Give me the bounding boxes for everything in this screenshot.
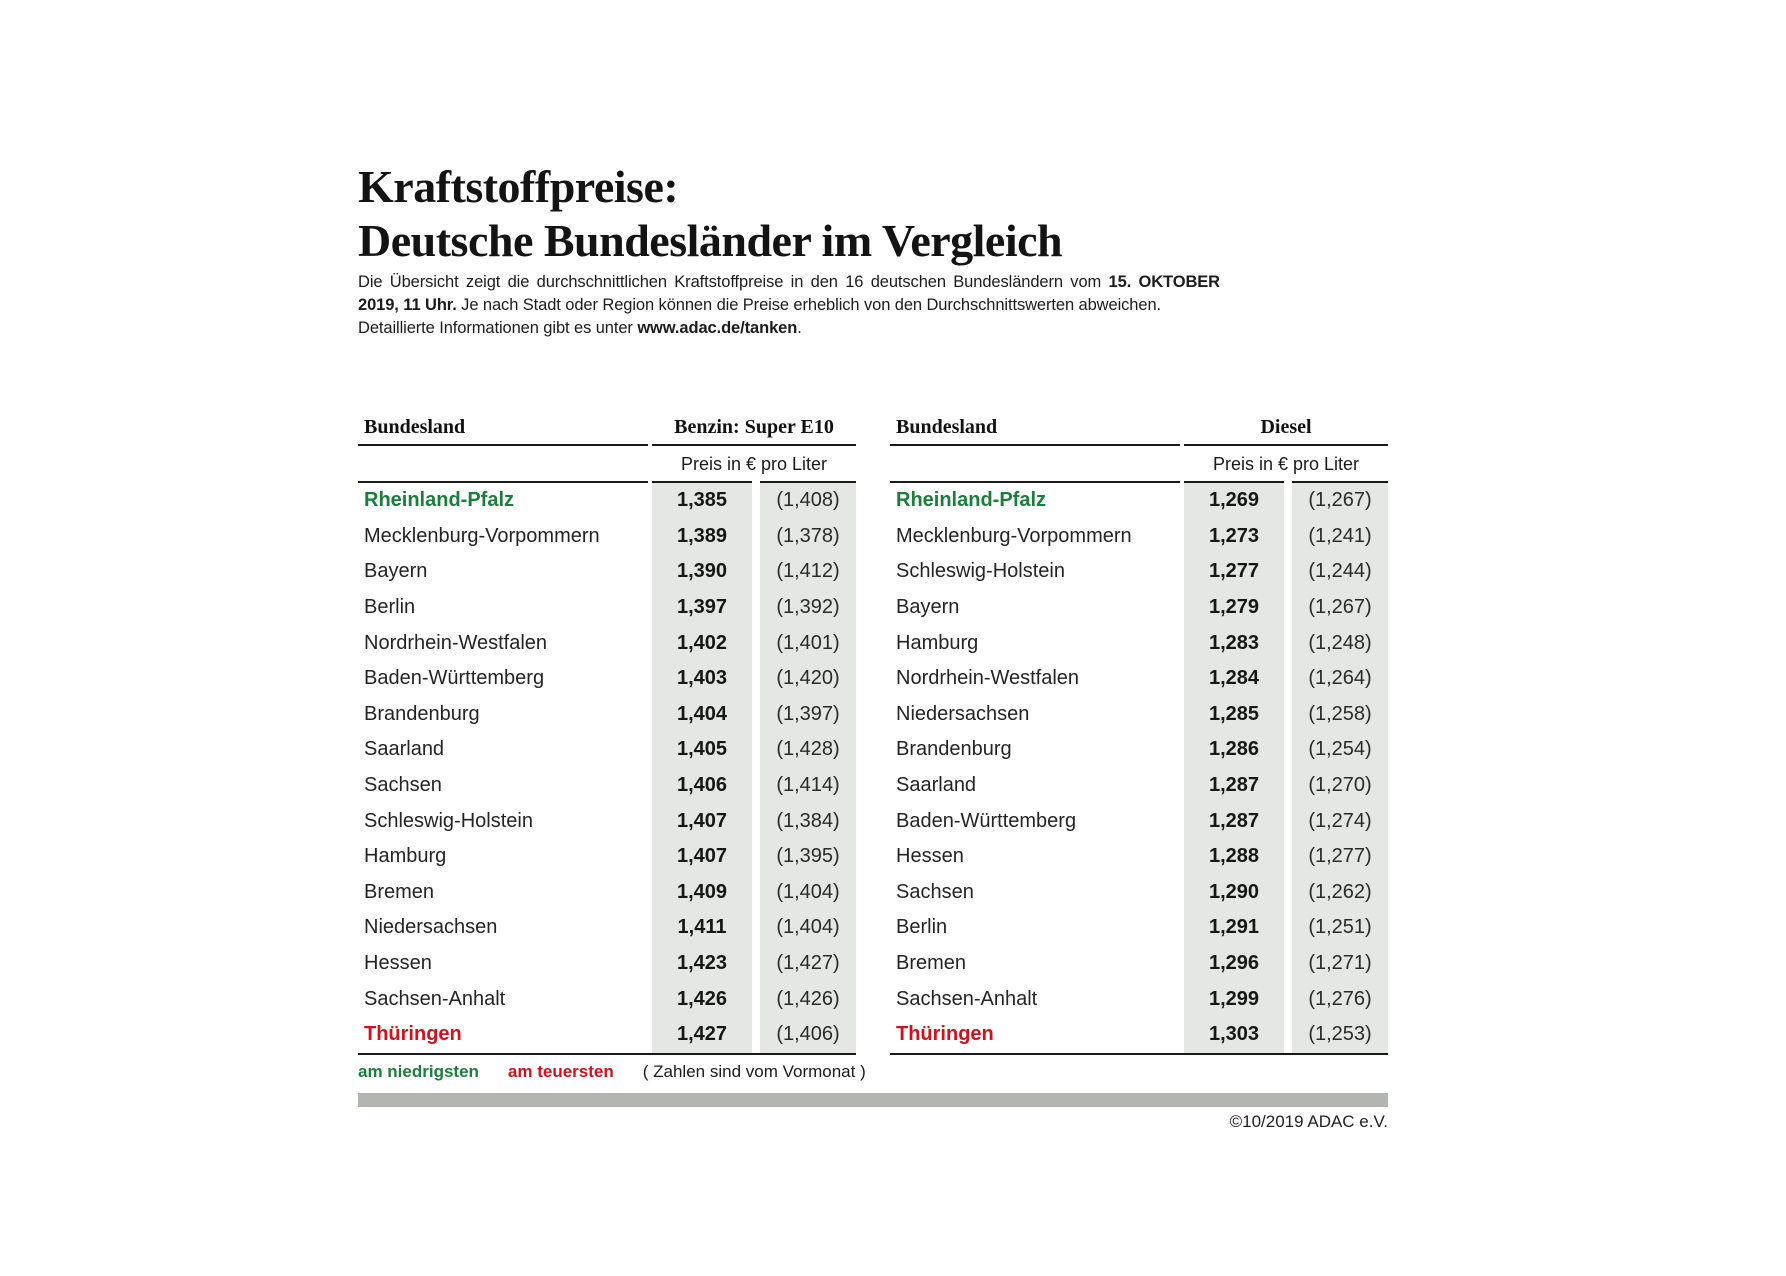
table-row: [890, 590, 1388, 626]
header-rule: [652, 444, 856, 446]
state-name: Bayern: [364, 560, 428, 583]
state-name: Brandenburg: [896, 738, 1012, 761]
price-value: 1,283: [1208, 631, 1260, 654]
price-value: 1,389: [676, 524, 728, 547]
table-row: [890, 732, 1388, 768]
intro-line: [358, 317, 1220, 340]
price-value: 1,427: [676, 1023, 728, 1046]
intro-bold-text: 2019, 11 Uhr.: [358, 296, 457, 314]
intro-text: Je nach Stadt oder Region können die Preise erheblich von den Durchschnittswerten abweichen.: [456, 296, 1162, 314]
price-value: 1,390: [676, 560, 728, 583]
state-name: Hessen: [364, 952, 432, 975]
column-header-benzin: Benzin: Super E10: [674, 416, 834, 438]
benzin-table: [358, 410, 856, 1056]
state-name: Schleswig-Holstein: [364, 809, 533, 832]
intro-line: [358, 271, 1220, 294]
price-value: 1,284: [1208, 667, 1260, 690]
previous-month-value: (1,384): [776, 809, 840, 832]
price-value: 1,411: [677, 916, 727, 939]
state-name: Hessen: [896, 845, 964, 868]
header-rule: [890, 444, 1180, 446]
table-row: [890, 768, 1388, 804]
state-name: Hamburg: [896, 631, 979, 654]
previous-month-value: (1,378): [776, 524, 840, 547]
previous-month-value: (1,404): [776, 916, 840, 939]
intro-text: Die Übersicht zeigt die durchschnittlichen Kraftstoffpreise in den 16 deutschen Bundesländern vom: [358, 273, 1109, 291]
state-name: Baden-Württemberg: [364, 667, 545, 690]
legend-lowest-label: am niedrigsten: [358, 1062, 479, 1081]
price-value: 1,288: [1208, 845, 1260, 868]
state-name: Brandenburg: [364, 702, 480, 725]
diesel-table: [890, 410, 1388, 1056]
previous-month-value: (1,253): [1308, 1023, 1372, 1046]
state-name: Mecklenburg-Vorpommern: [896, 524, 1132, 547]
table-row: [890, 946, 1388, 982]
state-name: Baden-Württemberg: [896, 809, 1077, 832]
intro-paragraph: [358, 271, 1220, 340]
price-value: 1,287: [1208, 809, 1260, 832]
table-rows: [358, 483, 856, 1053]
state-name: Bremen: [896, 952, 967, 975]
header-rule: [1184, 444, 1388, 446]
title-line-1: Kraftstoffpreise:: [358, 161, 679, 212]
previous-month-value: (1,267): [1308, 596, 1372, 619]
table-row: [890, 981, 1388, 1017]
price-value: 1,385: [676, 489, 728, 512]
previous-month-value: (1,258): [1308, 702, 1372, 725]
intro-text: Detaillierte Informationen gibt es unter: [358, 319, 638, 337]
previous-month-value: (1,241): [1308, 524, 1372, 547]
legend-note: ( Zahlen sind vom Vormonat ): [642, 1062, 866, 1081]
previous-month-value: (1,395): [776, 845, 840, 868]
intro-bold-text: 15. OKTOBER: [1108, 273, 1220, 291]
previous-month-value: (1,397): [776, 702, 840, 725]
previous-month-value: (1,408): [776, 489, 840, 512]
state-name: Bremen: [364, 880, 435, 903]
previous-month-value: (1,276): [1308, 987, 1372, 1010]
table-row: [890, 875, 1388, 911]
column-header-bundesland: Bundesland: [896, 416, 998, 438]
state-name: Rheinland-Pfalz: [364, 489, 515, 512]
price-value: 1,426: [676, 987, 728, 1010]
price-value: 1,303: [1208, 1023, 1260, 1046]
intro-text: .: [797, 319, 802, 337]
state-name: Sachsen-Anhalt: [364, 987, 506, 1010]
state-name: Hamburg: [364, 845, 447, 868]
price-value: 1,285: [1208, 702, 1260, 725]
price-value: 1,277: [1208, 560, 1260, 583]
state-name: Nordrhein-Westfalen: [896, 667, 1080, 690]
price-value: 1,407: [676, 845, 728, 868]
bottom-divider-bar: [358, 1093, 1388, 1107]
price-value: 1,299: [1208, 987, 1260, 1010]
legend-highest-label: am teuersten: [507, 1062, 614, 1081]
previous-month-value: (1,427): [776, 952, 840, 975]
previous-month-value: (1,262): [1308, 880, 1372, 903]
page-title: [358, 160, 1062, 268]
table-row: [890, 625, 1388, 661]
previous-month-value: (1,271): [1308, 952, 1372, 975]
price-value: 1,397: [676, 596, 728, 619]
price-unit-subheader: Preis in € pro Liter: [680, 454, 828, 474]
column-header-bundesland: Bundesland: [364, 416, 466, 438]
table-row: [358, 590, 856, 626]
price-value: 1,407: [676, 809, 728, 832]
price-value: 1,405: [676, 738, 728, 761]
previous-month-value: (1,267): [1308, 489, 1372, 512]
previous-month-value: (1,264): [1308, 667, 1372, 690]
previous-month-value: (1,277): [1308, 845, 1372, 868]
table-row: [358, 519, 856, 555]
state-name: Berlin: [364, 596, 416, 619]
previous-month-value: (1,254): [1308, 738, 1372, 761]
table-row: [358, 910, 856, 946]
table-row: [358, 946, 856, 982]
price-value: 1,273: [1208, 524, 1260, 547]
price-value: 1,269: [1208, 489, 1260, 512]
table-row: [358, 768, 856, 804]
price-value: 1,287: [1208, 774, 1260, 797]
previous-month-value: (1,406): [776, 1023, 840, 1046]
previous-month-value: (1,274): [1308, 809, 1372, 832]
table-row: [358, 661, 856, 697]
state-name: Saarland: [896, 774, 977, 797]
previous-month-value: (1,270): [1308, 774, 1372, 797]
table-row: [358, 554, 856, 590]
previous-month-value: (1,420): [776, 667, 840, 690]
table-row: [358, 875, 856, 911]
previous-month-value: (1,248): [1308, 631, 1372, 654]
price-value: 1,406: [676, 774, 728, 797]
previous-month-value: (1,401): [776, 631, 840, 654]
previous-month-value: (1,251): [1308, 916, 1372, 939]
table-row: [890, 554, 1388, 590]
state-name: Sachsen: [364, 774, 442, 797]
previous-month-value: (1,404): [776, 880, 840, 903]
price-value: 1,296: [1208, 952, 1260, 975]
table-row: [358, 697, 856, 733]
previous-month-value: (1,392): [776, 596, 840, 619]
state-name: Rheinland-Pfalz: [896, 489, 1047, 512]
state-name: Schleswig-Holstein: [896, 560, 1065, 583]
legend: [358, 1062, 866, 1082]
copyright-text: ©10/2019 ADAC e.V.: [1229, 1112, 1388, 1131]
table-bottom-rule: [358, 1053, 856, 1055]
table-row: [890, 1017, 1388, 1053]
table-row: [890, 803, 1388, 839]
previous-month-value: (1,412): [776, 560, 840, 583]
state-name: Niedersachsen: [896, 702, 1030, 725]
previous-month-value: (1,428): [776, 738, 840, 761]
state-name: Bayern: [896, 596, 960, 619]
table-row: [890, 661, 1388, 697]
price-value: 1,423: [676, 952, 728, 975]
table-row: [358, 981, 856, 1017]
header-rule: [358, 444, 648, 446]
price-value: 1,290: [1208, 880, 1260, 903]
title-line-2: Deutsche Bundesländer im Vergleich: [358, 215, 1063, 266]
intro-line: [358, 294, 1220, 317]
table-row: [358, 803, 856, 839]
price-value: 1,403: [676, 667, 728, 690]
table-row: [358, 839, 856, 875]
price-value: 1,404: [676, 702, 728, 725]
price-value: 1,279: [1208, 596, 1260, 619]
table-row: [358, 483, 856, 519]
price-value: 1,409: [676, 880, 728, 903]
state-name: Niedersachsen: [364, 916, 498, 939]
table-row: [890, 839, 1388, 875]
previous-month-value: (1,414): [776, 774, 840, 797]
state-name: Sachsen-Anhalt: [896, 987, 1038, 1010]
table-rows: [890, 483, 1388, 1053]
state-name: Thüringen: [896, 1023, 994, 1046]
column-header-diesel: Diesel: [1260, 416, 1312, 438]
state-name: Berlin: [896, 916, 948, 939]
table-row: [358, 1017, 856, 1053]
table-row: [890, 483, 1388, 519]
table-row: [890, 519, 1388, 555]
state-name: Saarland: [364, 738, 445, 761]
state-name: Nordrhein-Westfalen: [364, 631, 548, 654]
table-row: [890, 910, 1388, 946]
table-row: [358, 732, 856, 768]
price-value: 1,402: [676, 631, 728, 654]
price-value: 1,291: [1208, 916, 1260, 939]
intro-bold-text: www.adac.de/tanken: [637, 319, 798, 337]
state-name: Thüringen: [364, 1023, 462, 1046]
previous-month-value: (1,244): [1308, 560, 1372, 583]
price-unit-subheader: Preis in € pro Liter: [1212, 454, 1360, 474]
previous-month-value: (1,426): [776, 987, 840, 1010]
state-name: Sachsen: [896, 880, 974, 903]
table-row: [358, 625, 856, 661]
table-row: [890, 697, 1388, 733]
price-value: 1,286: [1208, 738, 1260, 761]
table-bottom-rule: [890, 1053, 1388, 1055]
state-name: Mecklenburg-Vorpommern: [364, 524, 600, 547]
